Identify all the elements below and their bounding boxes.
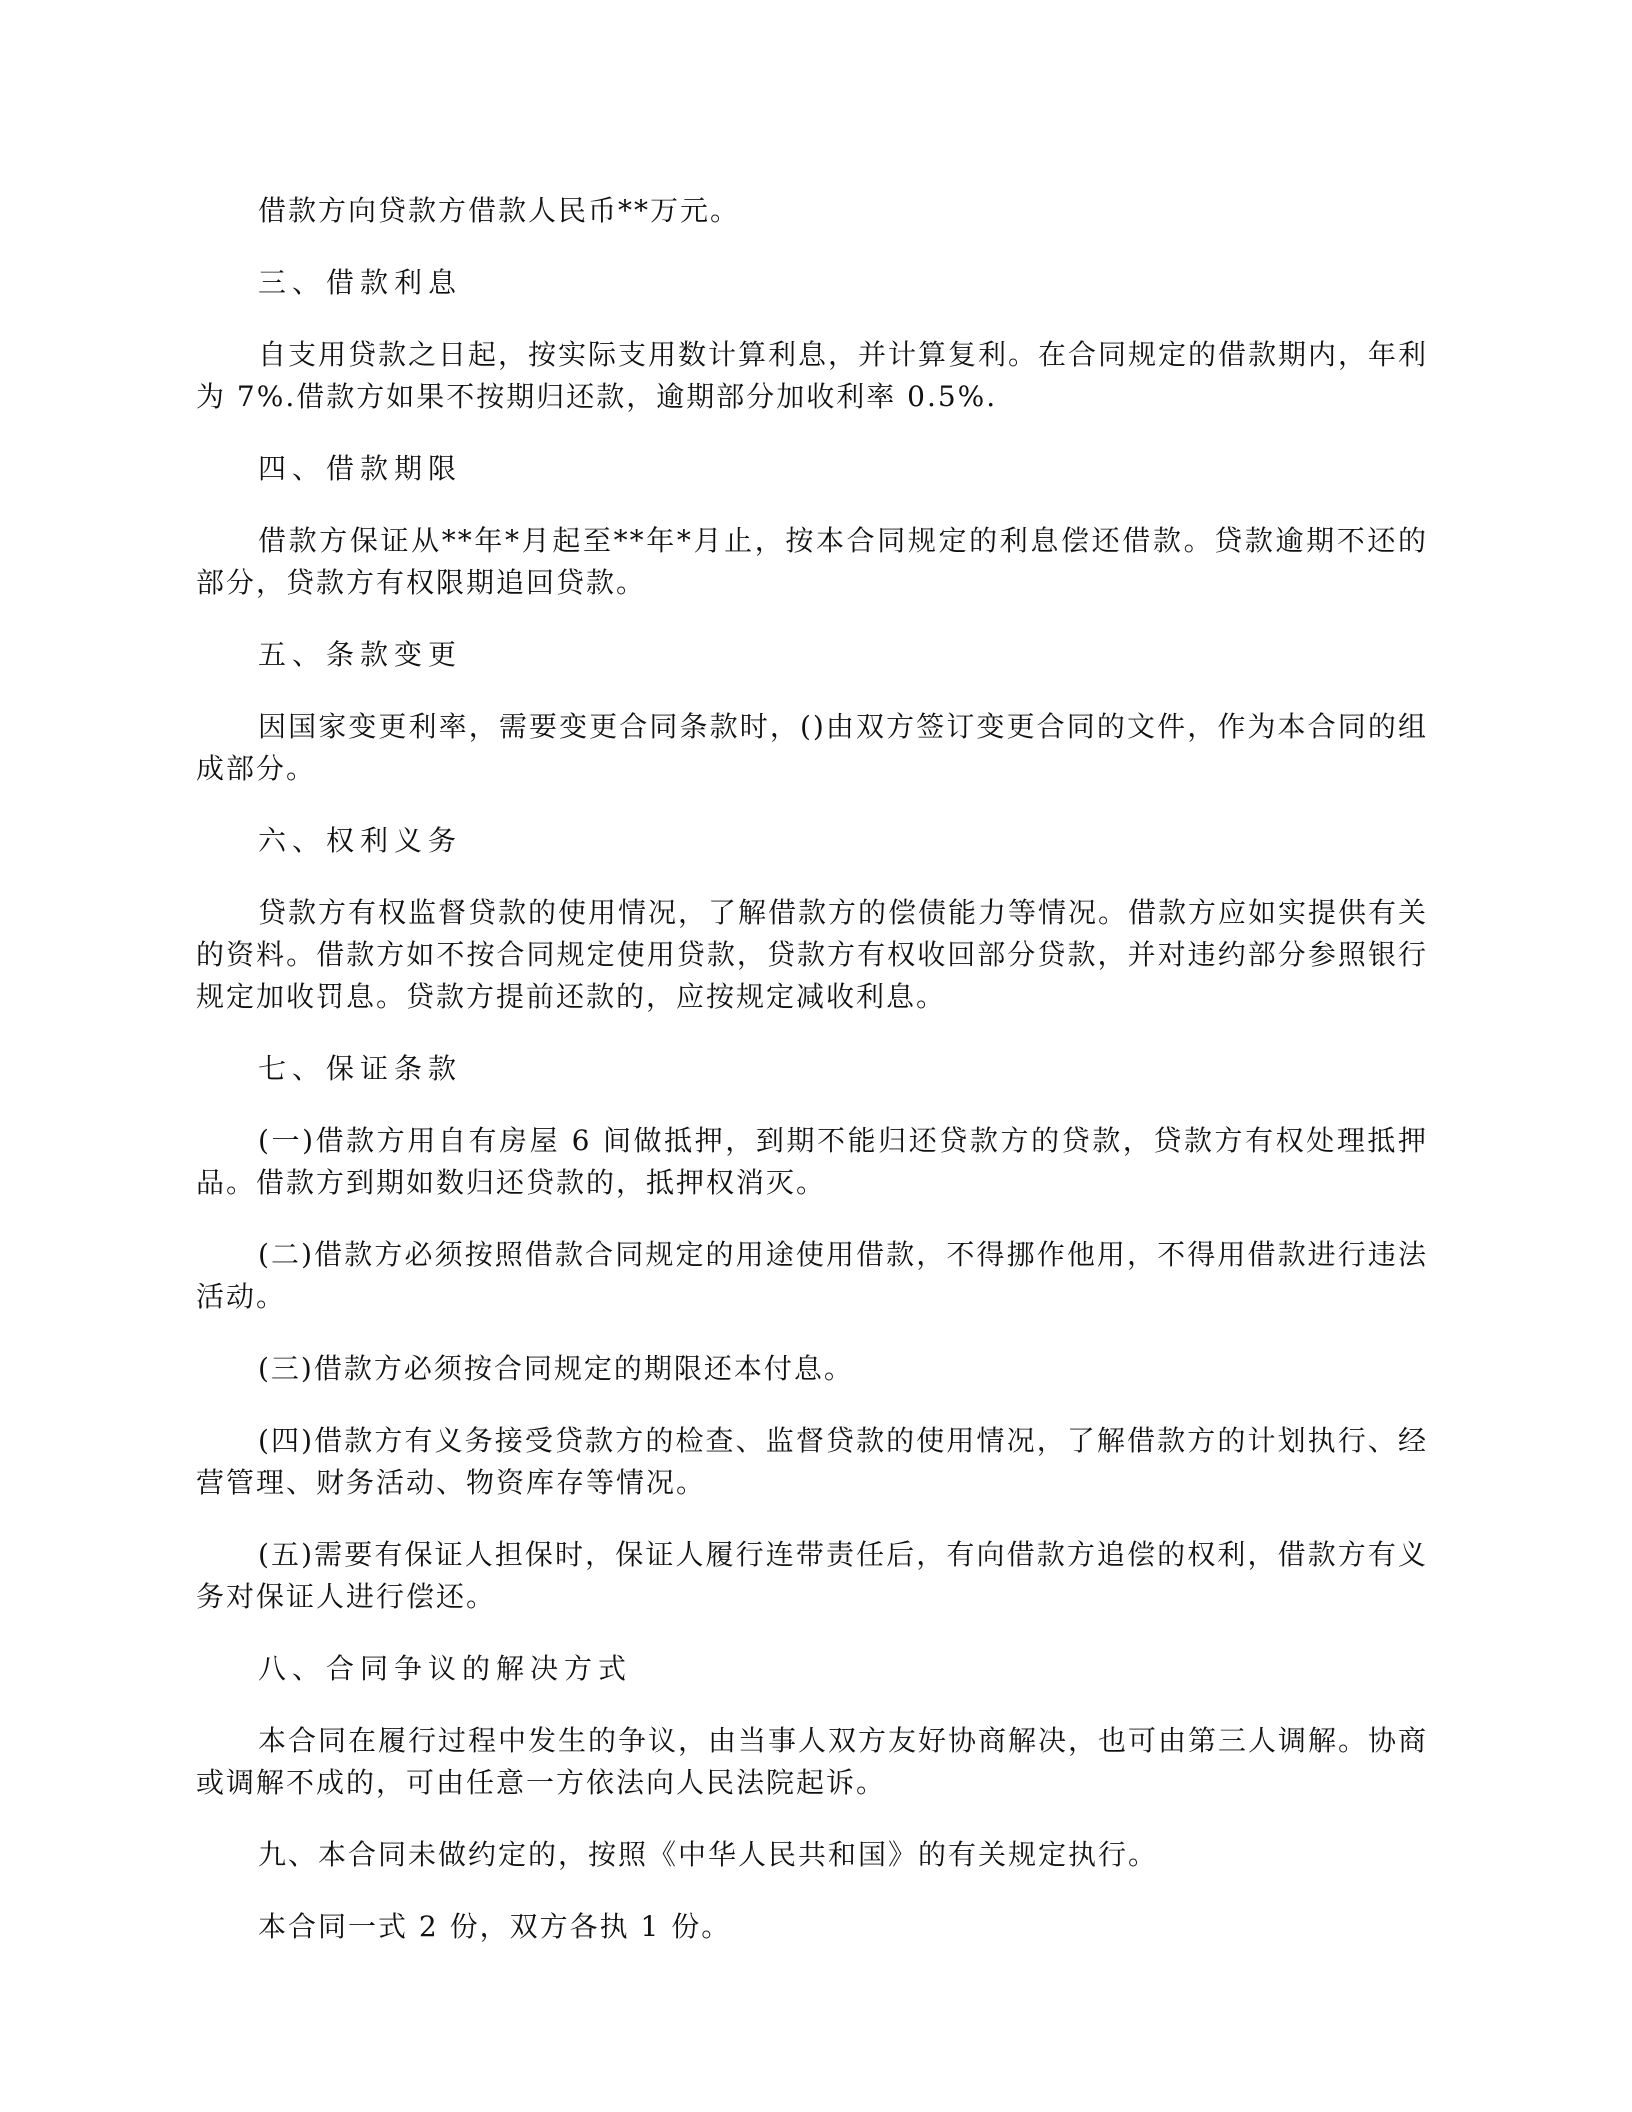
term-paragraph: 借款方保证从**年*月起至**年*月止，按本合同规定的利息偿还借款。贷款逾期不还的部分，贷款方有权限期追回贷款。 bbox=[196, 524, 1428, 599]
section-heading-guarantee: 七、保证条款 bbox=[258, 1052, 463, 1085]
guarantee-clause-3: (三)借款方必须按合同规定的期限还本付息。 bbox=[258, 1352, 854, 1385]
rights-paragraph: 贷款方有权监督贷款的使用情况，了解借款方的偿债能力等情况。借款方应如实提供有关的资料。借款方如不按合同规定使用贷款，贷款方有权收回部分贷款，并对违约部分参照银行规定加收罚息。贷款方提前还款的，应按规定减收利息。 bbox=[196, 896, 1429, 1013]
guarantee-clause-5: (五)需要有保证人担保时，保证人履行连带责任后，有向借款方追偿的权利，借款方有义务对保证人进行偿还。 bbox=[196, 1538, 1428, 1613]
guarantee-clause-2: (二)借款方必须按照借款合同规定的用途使用借款，不得挪作他用，不得用借款进行违法活动。 bbox=[196, 1238, 1428, 1313]
guarantee-clause-1: (一)借款方用自有房屋 6 间做抵押，到期不能归还贷款方的贷款，贷款方有权处理抵押品。借款方到期如数归还贷款的，抵押权消灭。 bbox=[196, 1124, 1428, 1199]
document-page bbox=[196, 190, 1428, 1978]
section-nine-paragraph: 九、本合同未做约定的，按照《中华人民共和国》的有关规定执行。 bbox=[258, 1838, 1159, 1871]
changes-paragraph: 因国家变更利率，需要变更合同条款时，()由双方签订变更合同的文件，作为本合同的组成部分。 bbox=[196, 710, 1428, 785]
disputes-paragraph: 本合同在履行过程中发生的争议，由当事人双方友好协商解决，也可由第三人调解。协商或调解不成的，可由任意一方依法向人民法院起诉。 bbox=[196, 1724, 1429, 1799]
copies-paragraph: 本合同一式 2 份，双方各执 1 份。 bbox=[258, 1910, 732, 1943]
interest-paragraph: 自支用贷款之日起，按实际支用数计算利息，并计算复利。在合同规定的借款期内，年利为 7%.借款方如果不按期归还款，逾期部分加收利率 0.5%. bbox=[196, 338, 1429, 413]
section-heading-term: 四、借款期限 bbox=[258, 452, 463, 485]
section-heading-changes: 五、条款变更 bbox=[258, 638, 463, 671]
section-heading-interest: 三、借款利息 bbox=[258, 266, 463, 299]
loan-amount-paragraph: 借款方向贷款方借款人民币**万元。 bbox=[258, 194, 741, 227]
section-heading-rights: 六、权利义务 bbox=[258, 824, 463, 857]
guarantee-clause-4: (四)借款方有义务接受贷款方的检查、监督贷款的使用情况，了解借款方的计划执行、经营管理、财务活动、物资库存等情况。 bbox=[196, 1424, 1428, 1499]
section-heading-disputes: 八、合同争议的解决方式 bbox=[258, 1652, 633, 1685]
